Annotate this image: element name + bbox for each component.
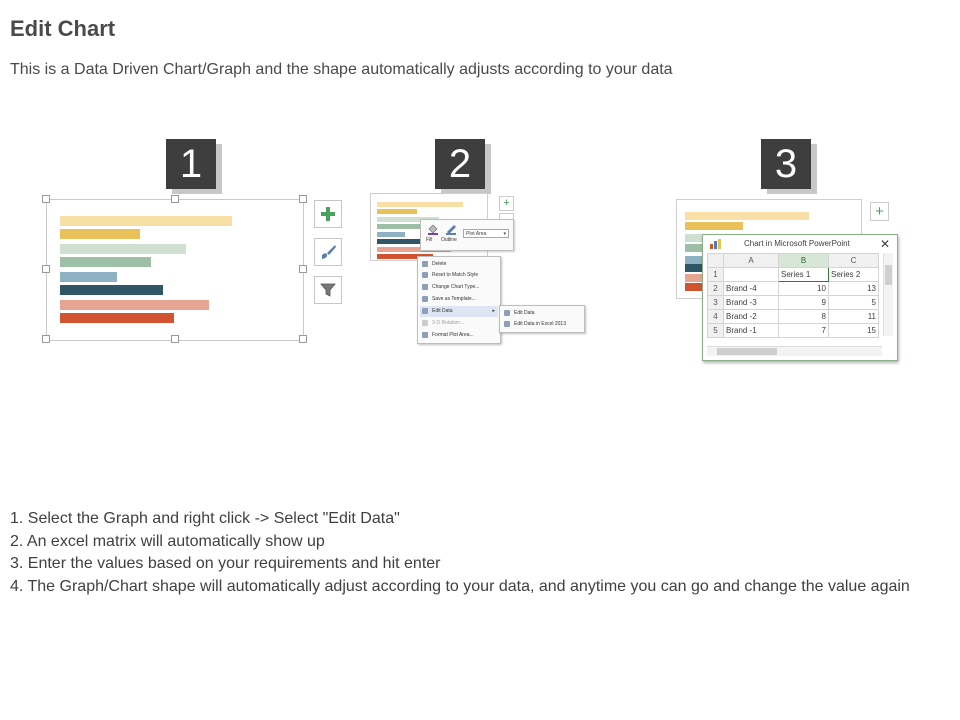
fill-bucket-icon[interactable] bbox=[427, 223, 439, 235]
resize-handle[interactable] bbox=[299, 265, 307, 273]
chart-bar bbox=[60, 285, 163, 295]
step-number-2: 2 bbox=[435, 139, 485, 189]
chart-bar bbox=[685, 212, 809, 220]
chart-bar bbox=[377, 202, 463, 207]
cell[interactable]: 8 bbox=[779, 310, 829, 324]
chart-bar bbox=[60, 257, 151, 267]
cell[interactable]: Series 2 bbox=[829, 268, 879, 282]
excel-window-title: Chart in Microsoft PowerPoint bbox=[744, 239, 850, 248]
outline-pen-icon[interactable] bbox=[445, 223, 457, 235]
chart-bar bbox=[60, 272, 117, 282]
horizontal-scrollbar[interactable] bbox=[707, 346, 882, 356]
chart-element-selector[interactable] bbox=[463, 229, 509, 238]
cell[interactable]: 5 bbox=[829, 296, 879, 310]
instructions bbox=[10, 508, 940, 598]
scrollbar-thumb[interactable] bbox=[885, 265, 892, 285]
format-icon bbox=[422, 332, 428, 338]
cell[interactable]: Brand -2 bbox=[724, 310, 779, 324]
cell[interactable]: 13 bbox=[829, 282, 879, 296]
vertical-scrollbar[interactable] bbox=[883, 253, 893, 336]
chart-type-icon bbox=[422, 284, 428, 290]
instruction-step: 3. Enter the values based on your requirements and hit enter bbox=[10, 555, 441, 572]
selected-chart[interactable] bbox=[46, 199, 304, 341]
instruction-step: 2. An excel matrix will automatically show up bbox=[10, 532, 325, 550]
delete-icon bbox=[422, 261, 428, 267]
cell[interactable]: Series 1 bbox=[779, 268, 829, 282]
excel-icon bbox=[504, 321, 510, 327]
submenu-item-edit-data-excel[interactable]: Edit Data in Excel 2013 bbox=[502, 319, 580, 330]
column-header[interactable]: C bbox=[829, 254, 879, 268]
scrollbar-thumb[interactable] bbox=[717, 348, 777, 355]
page-title: Edit Chart bbox=[10, 16, 116, 41]
data-grid bbox=[707, 253, 879, 338]
menu-item-delete[interactable]: Delete bbox=[420, 259, 498, 270]
row-header[interactable]: 5 bbox=[708, 324, 724, 338]
step-number-1: 1 bbox=[166, 139, 216, 189]
chart-styles-button[interactable] bbox=[314, 238, 342, 266]
resize-handle[interactable] bbox=[42, 335, 50, 343]
plus-icon[interactable]: + bbox=[870, 202, 889, 221]
edit-data-submenu bbox=[499, 305, 585, 333]
excel-title-bar bbox=[703, 235, 897, 253]
excel-data-window bbox=[702, 234, 898, 361]
menu-item-format-plot-area[interactable]: Format Plot Area... bbox=[420, 330, 498, 341]
outline-label: Outline bbox=[441, 237, 457, 243]
filter-icon bbox=[319, 281, 337, 299]
row-header[interactable]: 4 bbox=[708, 310, 724, 324]
chart-bar bbox=[377, 232, 405, 237]
cell[interactable]: 11 bbox=[829, 310, 879, 324]
cell[interactable]: 7 bbox=[779, 324, 829, 338]
menu-item-edit-data[interactable]: Edit Data ▸ bbox=[420, 306, 498, 317]
cell[interactable] bbox=[724, 268, 779, 282]
chart-filters-button[interactable] bbox=[314, 276, 342, 304]
chevron-right-icon: ▸ bbox=[492, 308, 495, 314]
resize-handle[interactable] bbox=[42, 265, 50, 273]
row-header[interactable]: 1 bbox=[708, 268, 724, 282]
mini-format-toolbar bbox=[420, 219, 514, 251]
column-header[interactable]: A bbox=[724, 254, 779, 268]
step-number-3: 3 bbox=[761, 139, 811, 189]
cell[interactable]: Brand -4 bbox=[724, 282, 779, 296]
save-icon bbox=[422, 296, 428, 302]
menu-item-3d-rotation: 3-D Rotation... bbox=[420, 318, 498, 329]
instruction-step: 1. Select the Graph and right click -> Select "Edit Data" bbox=[10, 510, 400, 527]
menu-item-change-chart-type[interactable]: Change Chart Type... bbox=[420, 282, 498, 293]
page-subtitle: This is a Data Driven Chart/Graph and the shape automatically adjusts according to your data bbox=[10, 61, 673, 78]
resize-handle[interactable] bbox=[171, 195, 179, 203]
menu-item-save-template[interactable]: Save as Template... bbox=[420, 294, 498, 305]
corner-cell[interactable] bbox=[708, 254, 724, 268]
chart-bar bbox=[377, 209, 417, 214]
edit-data-icon bbox=[504, 310, 510, 316]
cell[interactable]: 9 bbox=[779, 296, 829, 310]
resize-handle[interactable] bbox=[42, 195, 50, 203]
cell[interactable]: 10 bbox=[779, 282, 829, 296]
chart-bar bbox=[60, 300, 209, 310]
rotation-icon bbox=[422, 320, 428, 326]
resize-handle[interactable] bbox=[299, 195, 307, 203]
chart-element-selector-value: Plot Area bbox=[466, 231, 487, 237]
chevron-down-icon: ▾ bbox=[503, 231, 506, 237]
resize-handle[interactable] bbox=[171, 335, 179, 343]
chart-bar bbox=[60, 229, 140, 239]
chart-bar bbox=[60, 313, 174, 323]
edit-data-icon bbox=[422, 308, 428, 314]
submenu-item-edit-data[interactable]: Edit Data bbox=[502, 308, 580, 319]
chart-elements-button[interactable] bbox=[314, 200, 342, 228]
chart-bar bbox=[377, 224, 422, 229]
close-icon[interactable]: ✕ bbox=[880, 237, 891, 251]
menu-item-reset-style[interactable]: Reset to Match Style bbox=[420, 270, 498, 281]
chart-bar bbox=[685, 222, 743, 230]
cell[interactable]: Brand -3 bbox=[724, 296, 779, 310]
row-header[interactable]: 3 bbox=[708, 296, 724, 310]
instruction-step: 4. The Graph/Chart shape will automatically adjust according to your data, and anytime you can go and change the value again bbox=[10, 577, 910, 595]
context-menu bbox=[417, 256, 501, 344]
fill-label: Fill bbox=[426, 237, 433, 243]
excel-chart-icon bbox=[710, 239, 721, 249]
plus-icon[interactable]: + bbox=[499, 196, 514, 211]
cell[interactable]: Brand -1 bbox=[724, 324, 779, 338]
plus-icon bbox=[320, 206, 336, 222]
resize-handle[interactable] bbox=[299, 335, 307, 343]
cell[interactable]: 15 bbox=[829, 324, 879, 338]
chart-bar bbox=[60, 244, 186, 254]
reset-icon bbox=[422, 272, 428, 278]
column-header[interactable]: B bbox=[779, 254, 829, 268]
brush-icon bbox=[319, 243, 337, 261]
chart-bar bbox=[60, 216, 232, 226]
row-header[interactable]: 2 bbox=[708, 282, 724, 296]
